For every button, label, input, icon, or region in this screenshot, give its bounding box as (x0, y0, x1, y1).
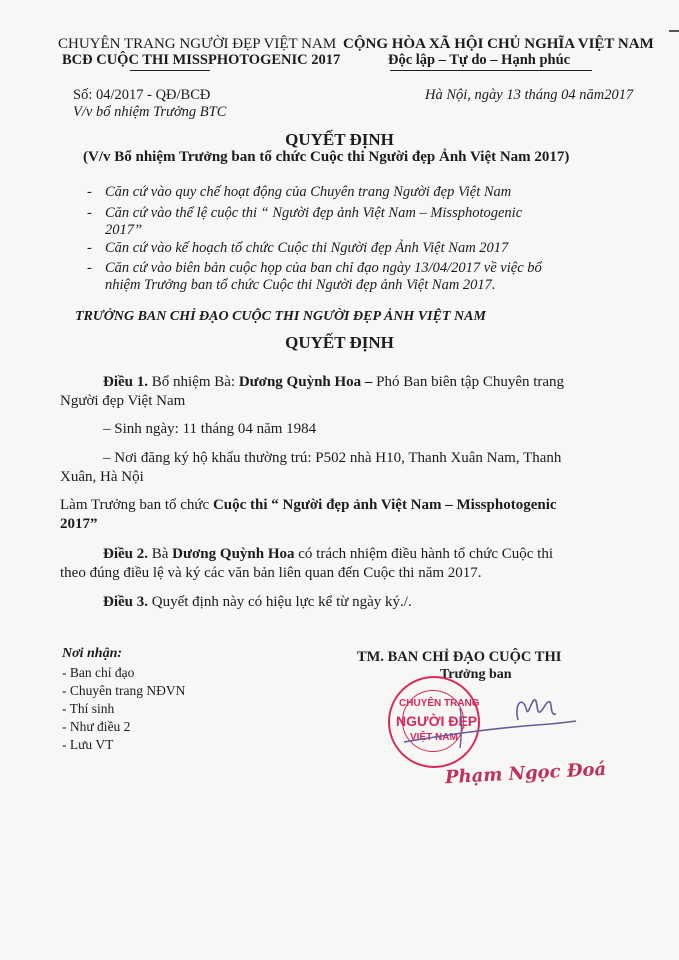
article-3-text: Quyết định này có hiệu lực kể từ ngày ký./. (148, 594, 412, 610)
basis-bullet-3: - (87, 240, 92, 256)
recipient-item: - Lưu VT (62, 737, 114, 752)
role-contest: Cuộc thi “ Người đẹp ảnh Việt Nam – Missphotogenic (212, 497, 557, 513)
header-left-underline (130, 70, 210, 71)
appointee-dob: – Sinh ngày: 11 tháng 04 năm 1984 (103, 421, 317, 437)
article-2-name: Dương Quỳnh Hoa (172, 546, 295, 562)
decision-title-2: QUYẾT ĐỊNH (285, 333, 394, 352)
appointee-residence: – Nơi đăng ký hộ khẩu thường trú: P502 nhà H10, Thanh Xuân Nam, Thanh (103, 450, 562, 466)
recipients-title: Nơi nhận: (62, 646, 123, 661)
stamp-text-1: CHUYÊN TRANG (399, 698, 480, 709)
article-1-text-b: Phó Ban biên tập Chuyên trang (372, 374, 565, 390)
header-right-underline (390, 70, 592, 71)
issuing-authority: TRƯỞNG BAN CHỈ ĐẠO CUỘC THI NGƯỜI ĐẸP ẢNH VIỆT NAM (75, 309, 486, 324)
article-3 (103, 594, 412, 611)
basis-bullet-1: - (87, 184, 92, 200)
org-name: CHUYÊN TRANG NGƯỜI ĐẸP VIỆT NAM (58, 36, 337, 52)
article-1-line-1 (103, 374, 564, 391)
article-1-text-a: Bổ nhiệm Bà: (148, 374, 239, 390)
document-subject: V/v bổ nhiệm Trưởng BTC (73, 104, 227, 120)
place-date: Hà Nội, ngày 13 tháng 04 năm2017 (425, 87, 634, 103)
document-number: Số: 04/2017 - QĐ/BCĐ (73, 87, 211, 103)
basis-2-cont: 2017” (105, 222, 143, 238)
article-1-line-2: Người đẹp Việt Nam (60, 393, 186, 409)
decision-title: QUYẾT ĐỊNH (285, 130, 394, 149)
article-3-label: Điều 3. (103, 594, 148, 610)
role-contest-cont: 2017” (60, 516, 98, 532)
basis-2: Căn cứ vào thể lệ cuộc thi “ Người đẹp ảnh Việt Nam – Missphotogenic (105, 205, 523, 221)
basis-1: Căn cứ vào quy chế hoạt động của Chuyên trang Người đẹp Việt Nam (105, 184, 512, 200)
signature-on-behalf: TM. BAN CHỈ ĐẠO CUỘC THI (357, 649, 562, 665)
basis-bullet-4: - (87, 260, 92, 276)
article-1-label: Điều 1. (103, 374, 148, 390)
recipient-item: - Chuyên trang NĐVN (62, 683, 186, 698)
appointee-residence-cont: Xuân, Hà Nội (60, 469, 144, 485)
role-prefix: Làm Trưởng ban tổ chức (60, 497, 213, 513)
edge-mark (669, 30, 679, 32)
stamp-text-2: NGƯỜI ĐẸP (396, 713, 478, 729)
basis-4: Căn cứ vào biên bản cuộc họp của ban chỉ đạo ngày 13/04/2017 về việc bổ (105, 260, 542, 276)
national-motto: Độc lập – Tự do – Hạnh phúc (388, 52, 571, 68)
article-2-text-b: có trách nhiệm điều hành tổ chức Cuộc thi (294, 546, 553, 562)
committee-name: BCĐ CUỘC THI MISSPHOTOGENIC 2017 (62, 52, 341, 68)
stamp-text-3: VIỆT NAM (410, 732, 458, 743)
signature-position: Trưởng ban (440, 667, 512, 682)
basis-3: Căn cứ vào kế hoạch tổ chức Cuộc thi Người đẹp Ảnh Việt Nam 2017 (105, 240, 509, 256)
appointee-name: Dương Quỳnh Hoa – (238, 374, 373, 390)
signer-name: Phạm Ngọc Đoá (444, 758, 607, 789)
recipient-item: - Như điều 2 (62, 719, 131, 734)
article-2-line-1 (103, 546, 553, 563)
appointment-role (60, 497, 557, 514)
recipient-item: - Ban chỉ đạo (62, 665, 135, 680)
recipient-item: - Thí sinh (62, 701, 115, 716)
article-2-label: Điều 2. (103, 546, 148, 562)
article-2-text-a: Bà (148, 546, 173, 562)
basis-4-cont: nhiệm Trưởng ban tổ chức Cuộc thi Người đẹp ảnh Việt Nam 2017. (105, 277, 496, 293)
handwritten-signature (400, 690, 580, 760)
decision-subtitle: (V/v Bổ nhiệm Trưởng ban tổ chức Cuộc thi Người đẹp Ảnh Việt Nam 2017) (83, 149, 570, 165)
national-title: CỘNG HÒA XÃ HỘI CHỦ NGHĨA VIỆT NAM (343, 36, 654, 52)
basis-bullet-2: - (87, 205, 92, 221)
article-2-line-2: theo đúng điều lệ và ký các văn bản liên quan đến Cuộc thi năm 2017. (60, 565, 482, 581)
